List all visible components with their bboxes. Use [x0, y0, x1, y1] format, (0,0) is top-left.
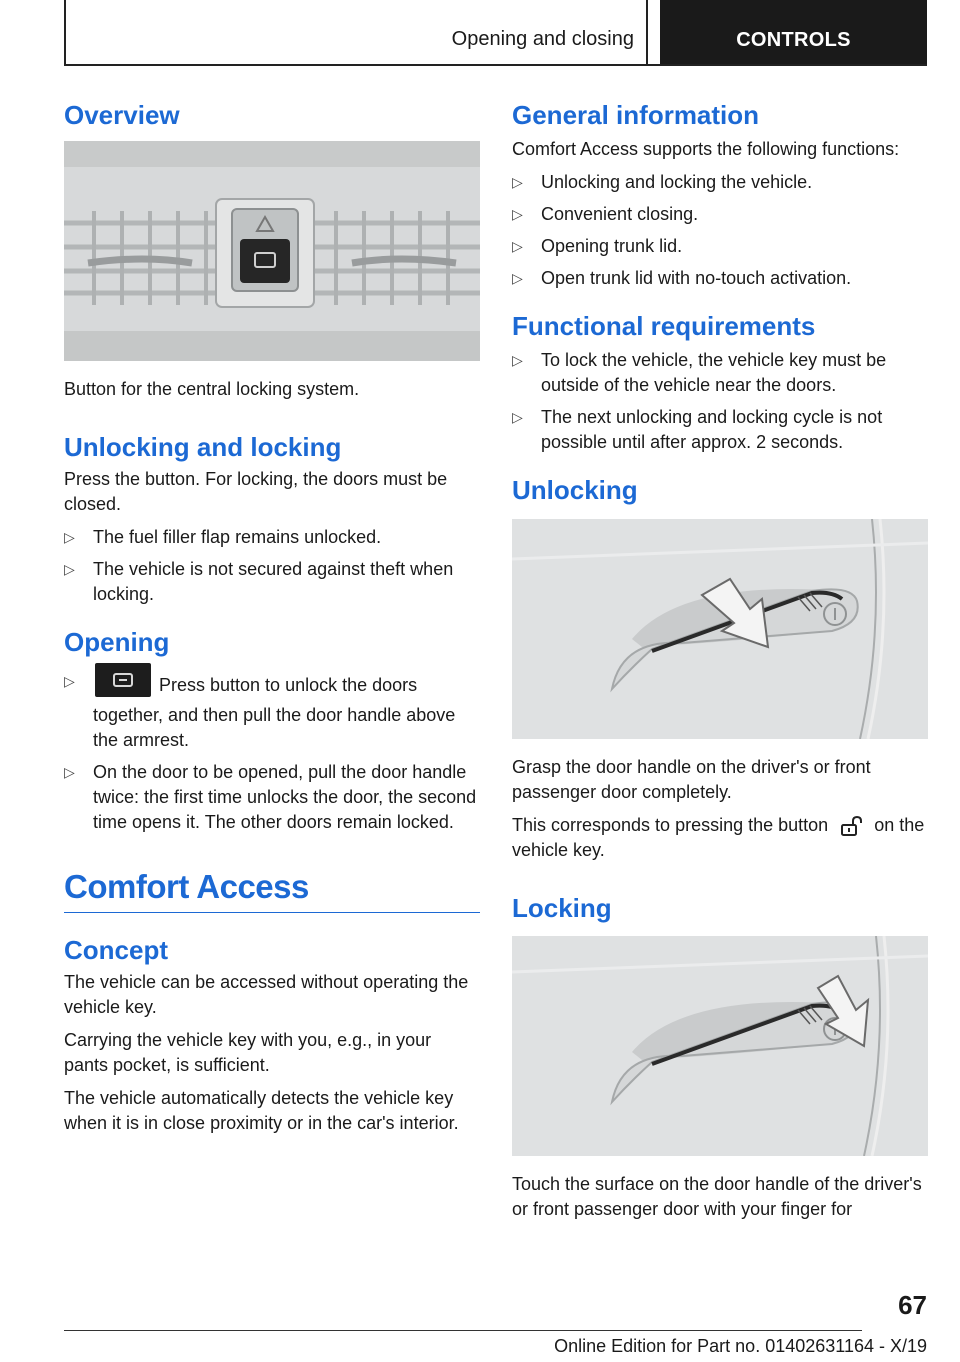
concept-paragraph: The vehicle automatically detects the vehicle key when it is in close proximity or in the car's interior.: [64, 1088, 459, 1134]
central-locking-button-image: [64, 141, 480, 361]
list-item: ▷ To lock the vehicle, the vehicle key must be outside of the vehicle near the doors.: [512, 350, 887, 396]
unlock-key-icon: [836, 815, 866, 837]
bullet-triangle-icon: ▷: [64, 763, 75, 780]
header-chapter-tab: CONTROLS: [660, 0, 927, 64]
functional-requirements-list: [512, 348, 928, 455]
list-item: ▷ The vehicle is not secured against theft when locking.: [64, 559, 454, 605]
locking-text: Touch the surface on the door handle of the driver's or front passenger door with your finger for: [512, 1173, 922, 1219]
unlocking-text-2: This corresponds to pressing the button on the vehicle key.: [512, 814, 925, 860]
footer-rule: [64, 1330, 862, 1331]
list-item: ▷ Opening trunk lid.: [512, 234, 928, 259]
bullet-triangle-icon: ▷: [64, 561, 75, 578]
concept-heading: Concept: [64, 935, 168, 966]
concept-paragraph: The vehicle can be accessed without operating the vehicle key.: [64, 972, 469, 1018]
overview-heading: Overview: [64, 100, 180, 130]
bullet-triangle-icon: ▷: [512, 174, 523, 191]
unlocking-text-1: Grasp the door handle on the driver's or front passenger door completely.: [512, 756, 871, 802]
header-section-box: [64, 0, 648, 64]
unlock-button-icon: [95, 663, 151, 697]
opening-list: [64, 669, 480, 835]
bullet-triangle-icon: ▷: [512, 409, 523, 426]
comfort-access-heading-block: [64, 867, 480, 914]
list-item: ▷ Press button to unlock the doors together, and then pull the door handle above the armrest.: [64, 669, 480, 753]
general-information-heading: General information: [512, 100, 760, 130]
list-item: ▷ The next unlocking and locking cycle is not possible until after approx. 2 seconds.: [512, 407, 883, 453]
bullet-triangle-icon: ▷: [512, 270, 523, 287]
right-column: [512, 100, 928, 1230]
functional-requirements-heading: Functional requirements: [512, 311, 816, 342]
comfort-access-heading: Comfort Access: [64, 867, 309, 905]
overview-caption: Button for the central locking system.: [64, 379, 360, 400]
general-information-list: [512, 170, 928, 291]
concept-paragraph: Carrying the vehicle key with you, e.g., in your pants pocket, is sufficient.: [64, 1030, 432, 1076]
page-number: 67: [898, 1290, 927, 1320]
unlocking-locking-list: [64, 525, 480, 607]
bullet-triangle-icon: ▷: [64, 672, 75, 689]
header-rule: [64, 64, 927, 66]
unlocking-locking-text: Press the button. For locking, the doors must be closed.: [64, 469, 448, 515]
locking-heading: Locking: [512, 892, 612, 923]
bullet-triangle-icon: ▷: [64, 529, 75, 546]
bullet-triangle-icon: ▷: [512, 352, 523, 369]
list-item: ▷ On the door to be opened, pull the door handle twice: the first time unlocks the door, the second time opens it. The other doors remain locked.: [64, 761, 477, 832]
general-information-text: Comfort Access supports the following functions:: [512, 139, 900, 160]
bullet-triangle-icon: ▷: [512, 206, 523, 223]
unlocking-locking-heading: Unlocking and locking: [64, 432, 342, 463]
list-item: ▷ The fuel filler flap remains unlocked.: [64, 525, 480, 550]
list-item: ▷ Convenient closing.: [512, 202, 928, 227]
header-section-title: Opening and closing: [451, 28, 634, 50]
list-item: ▷ Unlocking and locking the vehicle.: [512, 170, 928, 195]
edition-footer: Online Edition for Part no. 01402631164 - X/19: [554, 1336, 927, 1356]
left-column: [64, 100, 480, 1144]
door-handle-unlocking-image: [512, 519, 928, 739]
list-item: ▷ Open trunk lid with no-touch activation.: [512, 266, 928, 291]
door-handle-locking-image: [512, 936, 928, 1156]
bullet-triangle-icon: ▷: [512, 238, 523, 255]
opening-heading: Opening: [64, 627, 170, 658]
unlocking-heading: Unlocking: [512, 475, 638, 506]
